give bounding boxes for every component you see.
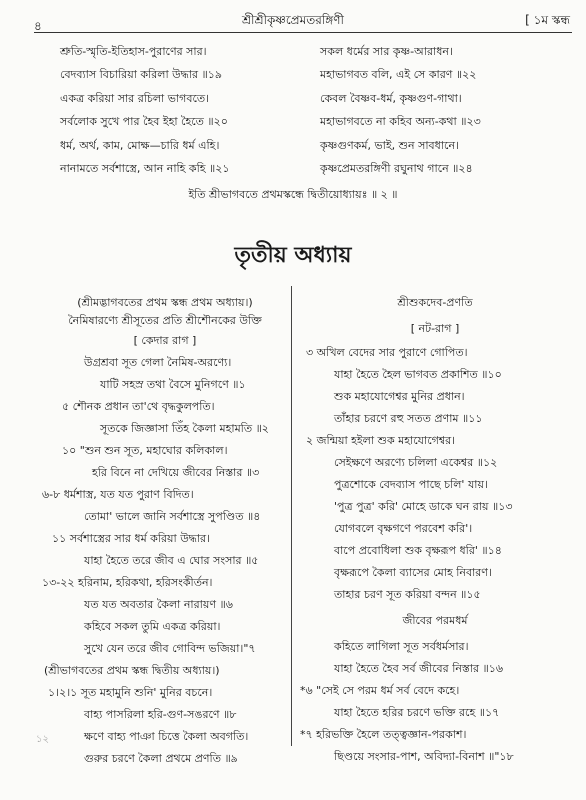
verse-line: যাহা হৈতে হৈল ভাগবত প্রকাশিত ॥১০ — [334, 368, 502, 381]
verse-line: তোমা' ভালে জানি সর্বশাস্ত্রে সুপণ্ডিত ॥৪ — [84, 510, 261, 523]
verse-line: শ্রুতি-স্মৃতি-ইতিহাস-পুরাণের সার। — [60, 45, 207, 58]
header-rule — [34, 32, 572, 33]
section-heading: জীবের পরমধর্ম — [402, 614, 468, 627]
verse-line: যাহা হৈতে তরে জীব এ ঘোর সংসার ॥৫ — [84, 554, 259, 567]
verse-line: ২ জন্মিয়া হইলা শুক মহাযোগেশ্বর। — [306, 434, 456, 447]
verse-line: মহাভাগবত বলি, এই সে কারণ ॥২২ — [320, 68, 477, 81]
verse-line: ১৩-২২ হরিনাম, হরিকথা, হরিসংকীর্তন। — [42, 576, 213, 589]
running-title: শ্রীশ্রীকৃষ্ণপ্রেমতরঙ্গিণী — [242, 13, 344, 27]
verse-line: যাটি সহস্র তথা বৈসে মুনিগণে ॥১ — [100, 378, 246, 391]
verse-line: ধর্ম, অর্থ, কাম, মোক্ষ—চারি ধর্ম এহি। — [60, 139, 220, 152]
verse-line: কেবল বৈষ্ণব-ধর্ম, কৃষ্ণগুণ-গাথা। — [320, 92, 462, 105]
verse-line: ৬-৮ ধর্মশাস্ত্র, যত যত পুরাণ বিদিত। — [42, 488, 194, 501]
verse-line: একত্র করিয়া সার রচিলা ভাগবতে। — [60, 92, 210, 105]
verse-line: কহিবে সকল তুমি একত্র করিয়া। — [84, 620, 221, 633]
verse-line: বৃক্ষরূপে কৈলা ব্যাসের মোহ নিবারণ। — [334, 566, 492, 579]
verse-line: উগ্রশ্রবা সূত গেলা নৈমিষ-অরণ্যে। — [84, 356, 232, 369]
raga-label: [ কেদার রাগ ] — [133, 334, 197, 347]
column-divider — [291, 286, 292, 746]
verse-line: নানামতে সর্বশাস্ত্রে, আন নাহি কহি ॥২১ — [60, 162, 230, 175]
verse-line: হরি বিনে না দেখিয়ে জীবের নিস্তার ॥৩ — [92, 466, 260, 479]
verse-line: বেদব্যাস বিচারিয়া করিলা উদ্ধার ॥১৯ — [60, 68, 223, 81]
verse-line: যাহা হৈতে হরির চরণে ভক্তি রহে ॥১৭ — [334, 706, 500, 719]
verse-line: যোগবলে বৃক্ষগণে পরবেশ করি'। — [334, 522, 473, 535]
verse-line: কৃষ্ণপ্রেমতরঙ্গিণী রঘুনাথ গানে ॥২৪ — [320, 162, 473, 175]
chapter-title: তৃতীয় অধ্যায় — [234, 243, 352, 268]
verse-line: সকল ধর্মের সার কৃষ্ণ-আরাধন। — [320, 45, 453, 58]
verse-line: সর্বলোক সুখে পার হৈব ইহা হৈতে ॥২০ — [60, 115, 228, 128]
verse-line: বাপে প্রবোধিলা শুক বৃক্ষরূপ ধরি' ॥১৪ — [334, 544, 502, 557]
verse-line: তাঁহার চরণে রহু সতত প্রণাম ॥১১ — [334, 412, 483, 425]
verse-line: *৬ "সেই সে পরম ধর্ম সর্ব বেদে কহে। — [300, 684, 460, 697]
verse-line: গুরুর চরণে কৈলা প্রথমে প্রণতি ॥৯ — [84, 752, 238, 765]
verse-line: তাহার চরণ সূত করিয়া বন্দন ॥১৫ — [334, 588, 481, 601]
verse-line: মহাভাগবতে না কহিব অন্য-কথা ॥২৩ — [320, 115, 481, 128]
section-heading: শ্রীশুকদেব-প্রণতি — [397, 296, 473, 309]
page-number: ৪ — [34, 19, 42, 33]
verse-line: ক্ষণে বাহ্য পাঞা চিত্তে কৈলা অবগতি। — [84, 730, 249, 743]
verse-line: যত যত অবতার কৈলা নারায়ণ ॥৬ — [84, 598, 233, 611]
verse-line: *৭ হরিভক্তি হৈলে তত্ত্বজ্ঞান-পরকাশ। — [300, 728, 467, 741]
verse-line: যাহা হৈতে হৈব সর্ব জীবের নিস্তার ॥১৬ — [334, 662, 504, 675]
verse-line: সেইক্ষণে অরণ্যে চলিলা একেশ্বর ॥১২ — [334, 456, 498, 469]
verse-line: ১।২।১ সূত মহামুনি শুনি' মুনির বচনে। — [48, 686, 213, 699]
verse-line: সূতকে জিজ্ঞাসা তিঁহ কৈলা মহামতি ॥২ — [100, 422, 269, 435]
verse-line: ৫ শৌনক প্রধান তা'থে বৃদ্ধকুলপতি। — [62, 400, 215, 413]
footnote-mark: ১২ — [36, 734, 49, 745]
verse-line: বাহ্য পাসরিলা হরি-গুণ-সঙরণে ॥৮ — [84, 708, 237, 721]
verse-line: ১০ "শুন শুন সূত, মহাঘোর কলিকাল। — [62, 444, 228, 457]
section-subheading: নৈমিষারণ্যে শ্রীসূতের প্রতি শ্রীশৌনকের উক্তি — [68, 314, 262, 327]
verse-line: সুখে যেন তরে জীব গোবিন্দ ভজিয়া।"৭ — [84, 642, 256, 655]
verse-line: ছিণ্ডয়ে সংসার-পাশ, অবিদ্যা-বিনাশ ॥"১৮ — [334, 750, 514, 763]
section-heading: (শ্রীমদ্ভাগবতের প্রথম স্কন্ধ প্রথম অধ্যায়।) — [77, 296, 253, 309]
verse-line: পুত্রশোকে বেদব্যাস পাছে চলি' যায়। — [334, 478, 488, 491]
section-heading: (শ্রীভাগবতের প্রথম স্কন্ধ দ্বিতীয় অধ্যায়।) — [44, 664, 220, 677]
verse-line: 'পুত্র পুত্র' করি' মোহে ডাকে ঘন রায় ॥১৩ — [334, 500, 513, 513]
verse-line: ৩ অখিল বেদের সার পুরাণে গোপিত। — [306, 346, 468, 359]
colophon: ইতি শ্রীভাগবতে প্রথমস্কন্ধে দ্বিতীয়োধ্যায়ঃ ॥ ২ ॥ — [188, 188, 398, 201]
verse-line: ১১ সর্বশাস্ত্রের সার ধর্ম করিয়া উদ্ধার। — [52, 532, 211, 545]
verse-line: কহিতে লাগিলা সূত সর্বধর্মসার। — [334, 640, 469, 653]
verse-line: কৃষ্ণগুণকর্ম, ভাই, শুন সাবধানে। — [320, 139, 459, 152]
skandha-label: [ ১ম স্কন্ধ — [525, 13, 570, 27]
verse-line: শুক মহাযোগেশ্বর মুনির প্রধান। — [334, 390, 465, 403]
raga-label: [ নট-রাগ ] — [410, 322, 460, 335]
